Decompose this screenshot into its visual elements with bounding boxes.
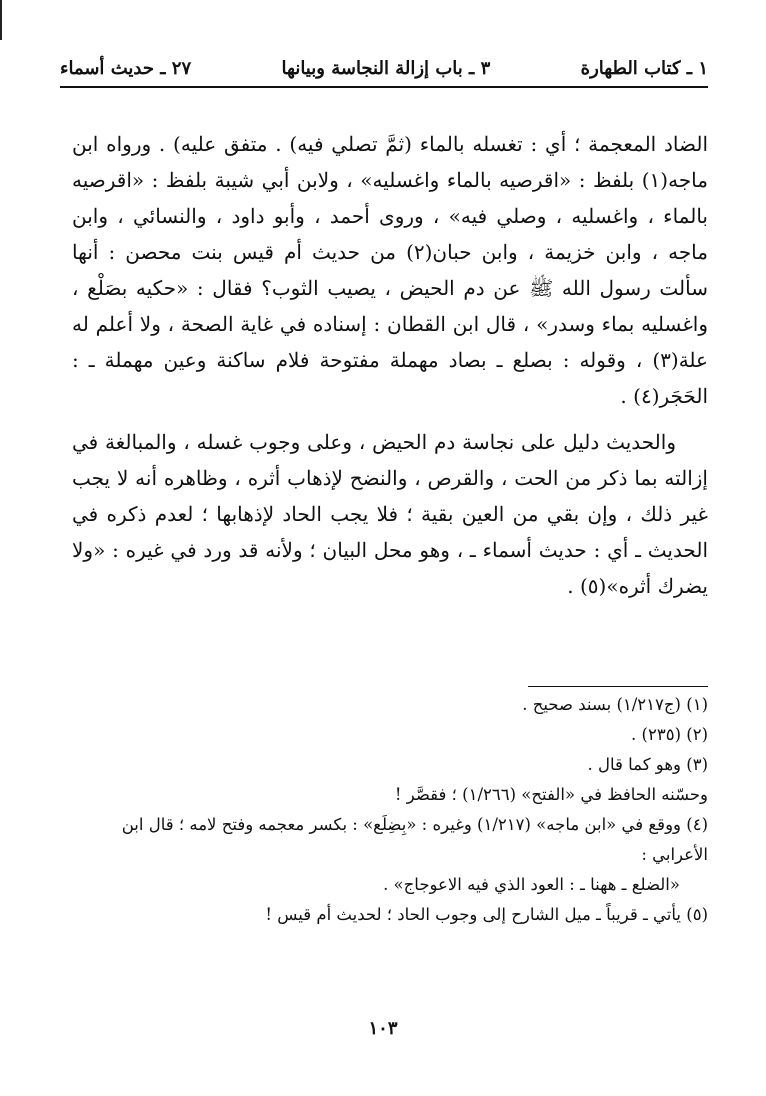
header-hadith-title: ٢٧ ـ حديث أسماء — [60, 57, 192, 79]
header-book-title: ١ ـ كتاب الطهارة — [580, 57, 708, 79]
paragraph-1: الضاد المعجمة ؛ أي : تغسله بالماء (ثمَّ تصلي فيه) . متفق عليه) . ورواه ابن ماجه(١) بلفظ : «اقرصيه بالماء واغسليه» ، ولابن أبي شيبة بلفظ : «اقرصيه بالماء ، واغسليه ، وصلي فيه» ، وروى أحمد ، وأبو داود ، والنسائي ، وابن ماجه ، وابن خزيمة ، وابن حبان(٢) من حديث أم قيس بنت محصن : أنها سألت رسول الله ﷺ عن دم الحيض ، يصيب الثوب؟ فقال : «حكيه بصَلْع ، واغسليه بماء وسدر» ، قال ابن القطان : إسناده في غاية الصحة ، ولا أعلم له علة(٣) ، وقوله : بصلع ـ بصاد مهملة مفتوحة فلام ساكنة وعين مهملة ـ : الحَجَر(٤) . — [72, 132, 708, 408]
running-header — [60, 50, 708, 88]
paragraph-2: والحديث دليل على نجاسة دم الحيض ، وعلى وجوب غسله ، والمبالغة في إزالته بما ذكر من الحت ، والقرص ، والنضح لإذهاب أثره ، وظاهره أنه لا يجب غير ذلك ، وإن بقي من العين بقية ؛ فلا يجب الحاد لإذهابها ؛ لعدم ذكره في الحديث ـ أي : حديث أسماء ـ ، وهو محل البيان ؛ ولأنه قد ورد في غيره : «ولا يضرك أثره»(٥) . — [72, 430, 708, 598]
footnote-separator — [528, 686, 708, 687]
footnote-4-continuation: «الضلع ـ ههنا ـ : العود الذي فيه الاعوجاج» . — [383, 875, 680, 894]
header-chapter-title: ٣ ـ باب إزالة النجاسة وبيانها — [281, 57, 491, 79]
main-text — [72, 126, 708, 604]
footnote-3: (٣) وهو كما قال . — [587, 755, 708, 774]
footnote-5: (٥) يأتي ـ قريباً ـ ميل الشارح إلى وجوب الحاد ؛ لحديث أم قيس ! — [265, 905, 708, 924]
footnotes — [72, 690, 708, 930]
footnote-3-continuation: وحسّنه الحافظ في «الفتح» (١/٢٦٦) ؛ فقصَّر ! — [394, 785, 708, 804]
page-number: ١٠٣ — [368, 1018, 398, 1039]
scan-edge-mark — [0, 0, 2, 40]
footnote-4: (٤) ووقع في «ابن ماجه» (١/٢١٧) وغيره : «بِضِلَع» : بكسر معجمه وفتح لامه ؛ قال ابن الأعرابي : — [121, 815, 708, 864]
footnote-2: (٢) (٢٣٥) . — [631, 725, 708, 744]
footnote-1: (١) (ج١/٢١٧) بسند صحيح . — [522, 695, 708, 714]
